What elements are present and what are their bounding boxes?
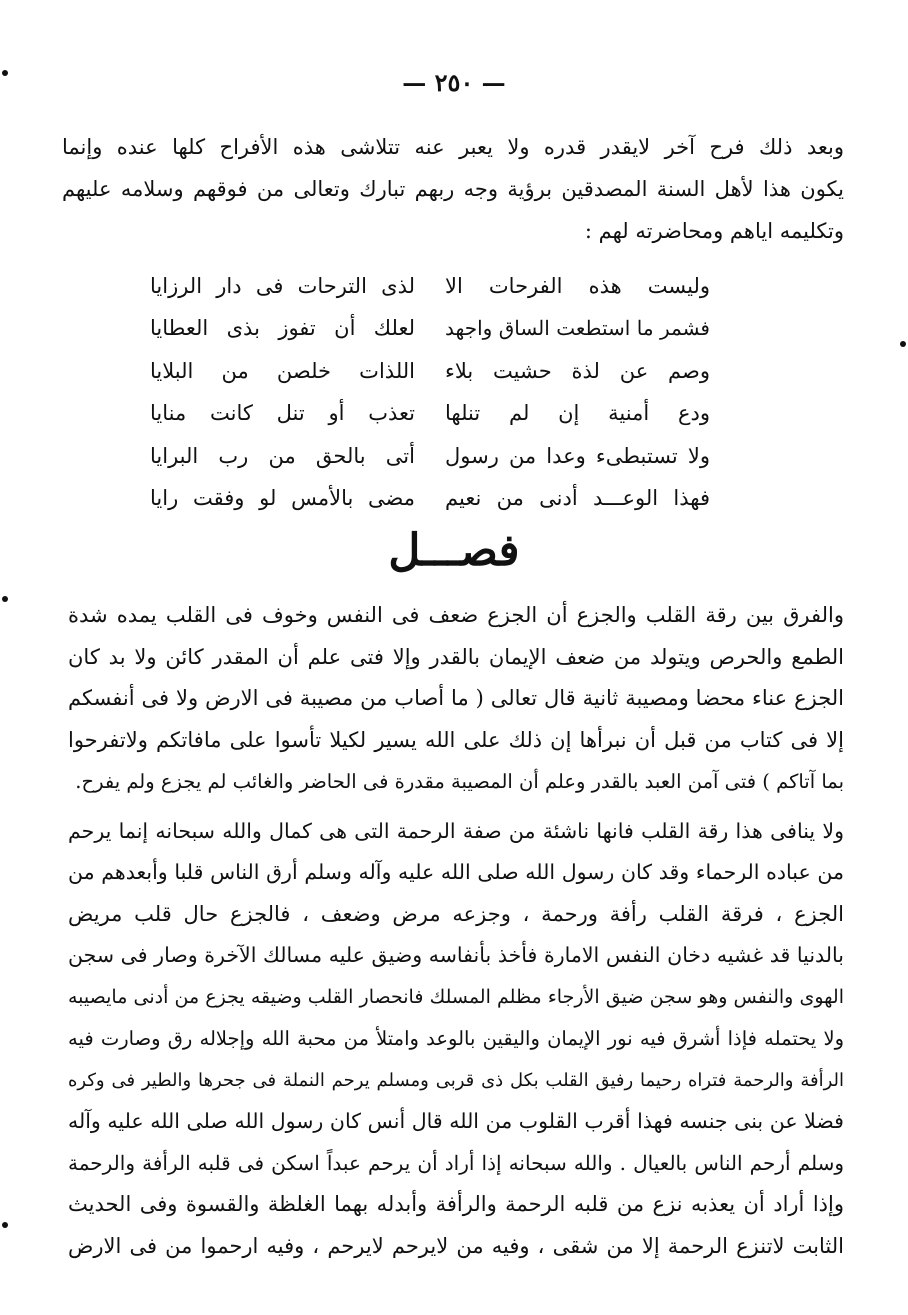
section-body [68,595,844,1267]
text-line: الثابت لاتنزع الرحمة إلا من شقى ، وفيه من لايرحم لايرحم ، وفيه ارحموا من فى الارض [68,1233,844,1258]
scan-speck [2,1222,8,1228]
scan-speck [900,341,906,347]
intro-paragraph [62,126,844,252]
text-line: بما آتاكم ) فتى آمن العبد بالقدر وعلم أن المصيبة مقدرة فى الحاضر والغائب لم يجزع ولم يفرح. [75,770,844,793]
text-line: يكون هذا لأهل السنة المصدقين برؤية وجه ربهم تبارك وتعالى من فوقهم وسلامه عليهم [62,177,844,201]
first-hemistich: ودع أمنية إن لم تنلها [445,401,710,426]
section-heading: فصـــل [388,525,520,576]
text-line: الجزع عناء محضا ومصيبة ثانية قال تعالى ( ما أصاب من مصيبة فى الارض ولا فى أنفسكم [68,686,844,710]
first-hemistich: وليست هذه الفرحات الا [445,274,710,298]
first-hemistich: فهذا الوعـــد أدنى من نعيم [445,485,710,510]
poem-verse [150,307,710,349]
text-line: الجزع ، فرقة القلب رأفة ورحمة ، وجزعه مرض وضعف ، فالجزع حال قلب مريض [68,901,844,926]
second-hemistich: تعذب أو تنل كانت منايا [150,401,415,426]
text-line: الطمع والحرص ويتولد من ضعف الإيمان بالقدر وإلا فتى علم أن المقدر كائن ولا بد كان [68,644,844,669]
text-line: وتكليمه اياهم ومحاضرته لهم : [584,219,844,243]
poem-verse [150,435,710,477]
second-hemistich: اللذات خلصن من البلايا [150,358,415,383]
second-hemistich: مضى بالأمس لو وفقت رايا [150,485,415,510]
text-line: فضلا عن بنى جنسه فهذا أقرب القلوب من الله قال أنس كان رسول الله صلى الله عليه وآله [68,1109,844,1133]
text-line: وإذا أراد أن يعذبه نزع من قلبه الرحمة والرأفة وأبدله بهما الغلظة والقسوة وفى الحديث [68,1192,844,1216]
first-hemistich: وصم عن لذة حشيت بلاء [445,358,710,383]
page-number: — ٢٥٠ — [402,68,506,97]
text-line: بالدنيا قد غشيه دخان النفس الامارة فأخذ بأنفاسه وضيق عليه مسالك الآخرة وصار فى سجن [68,943,844,967]
second-hemistich: أتى بالحق من رب البرايا [150,443,415,468]
text-line: الرأفة والرحمة فتراه رحيما رفيق القلب بكل ذى قربى ومسلم يرحم النملة فى جحرها والطير فى وكره [68,1069,844,1091]
text-line: والفرق بين رقة القلب والجزع أن الجزع ضعف فى النفس وخوف فى القلب يمده شدة [68,603,844,627]
text-line: ولا ينافى هذا رقة القلب فانها ناشئة من صفة الرحمة التى هى كمال والله سبحانه إنما يرحم [68,818,844,843]
poem-verse [150,392,710,434]
poem-verse [150,477,710,519]
text-line: وسلم أرحم الناس بالعيال . والله سبحانه إذا أراد أن يرحم عبداً اسكن فى قلبه الرأفة والرحمة [68,1150,844,1175]
scan-speck [2,596,8,602]
poem-verse [150,350,710,392]
poem [150,265,710,519]
paragraph [68,811,844,1268]
text-line: ولا يحتمله فإذا أشرق فيه نور الإيمان واليقين بالوعد وامتلأ من محبة الله وإجلاله رق وصارت فيه [68,1027,844,1050]
scan-speck [2,70,8,76]
first-hemistich: فشمر ما استطعت الساق واجهد [445,316,710,341]
text-line: الهوى والنفس وهو سجن ضيق الأرجاء مظلم المسلك فانحصار القلب وضيقه يجزع من أدنى مايصيبه [68,985,844,1008]
poem-verse [150,265,710,307]
first-hemistich: ولا تستبطىء وعدا من رسول [445,443,710,468]
text-line: إلا فى كتاب من قبل أن نبرأها إن ذلك على الله يسير لكيلا تأسوا على مافاتكم ولاتفرحوا [68,727,844,752]
text-line: وبعد ذلك فرح آخر لايقدر قدره ولا يعبر عنه تتلاشى هذه الأفراح كلها عنده وإنما [62,135,844,159]
second-hemistich: لذى الترحات فى دار الرزايا [150,274,415,298]
paragraph [68,595,844,803]
text-line: من عباده الرحماء وقد كان رسول الله صلى الله عليه وآله وسلم أرق الناس قلبا وأبعدهم من [68,860,844,884]
second-hemistich: لعلك أن تفوز بذى العطايا [150,316,415,341]
